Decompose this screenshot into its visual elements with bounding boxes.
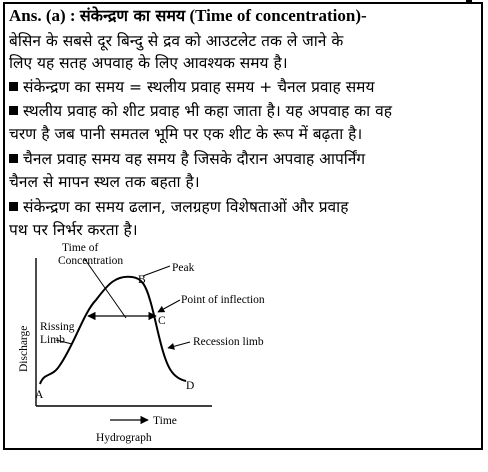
- definition-line-1: बेसिन के सबसे दूर बिन्दु से द्रव को आउटलेट तक ले जाने के: [9, 32, 344, 50]
- rising-limb-label-2: Limb: [40, 334, 65, 346]
- recession-limb-label: Recession limb: [193, 336, 264, 348]
- rising-limb-label-1: Rissing: [40, 321, 75, 333]
- time-of-concentration-label-1: Time of: [62, 242, 99, 254]
- y-axis-label: Discharge: [18, 325, 30, 372]
- point-4-line-1: संकेन्द्रण का समय ढलान, जलग्रहण विशेषताओं और प्रवाह: [23, 198, 349, 216]
- point-b-label: B: [138, 274, 146, 286]
- peak-leader: [143, 266, 170, 276]
- point-of-inflection-label: Point of inflection: [181, 294, 265, 306]
- point-c-label: C: [158, 315, 166, 327]
- point-4-line-2: पथ पर निर्भर करता है।: [9, 221, 138, 239]
- point-2-line-1: स्थलीय प्रवाह को शीट प्रवाह भी कहा जाता है। यह अपवाह का वह: [23, 102, 392, 120]
- point-3-line-1: चैनल प्रवाह समय वह समय है जिसके दौरान अपवाह आपर्निंग: [23, 150, 366, 168]
- time-of-concentration-label-2: Concentration: [58, 255, 124, 267]
- point-1-line-1: संकेन्द्रण का समय = स्थलीय प्रवाह समय + चैनल प्रवाह समय: [23, 78, 375, 96]
- inflection-arrow: [158, 300, 180, 312]
- answer-label: Ans. (a) :: [9, 6, 80, 25]
- point-a-label: A: [35, 389, 44, 401]
- point-d-label: D: [186, 380, 195, 392]
- figure-caption: Hydrograph: [96, 432, 152, 444]
- heading-english: (Time of concentration)-: [185, 6, 367, 25]
- point-2-line-2: चरण है जब पानी समतल भूमि पर एक शीट के रूप में बढ़ता है।: [9, 125, 363, 143]
- point-3-line-2: चैनल से मापन स्थल तक बहता है।: [9, 173, 200, 191]
- heading-hindi: संकेन्द्रण का समय: [79, 6, 186, 25]
- definition-line-2: लिए यह सतह अपवाह के लिए आवश्यक समय है।: [9, 54, 288, 72]
- peak-label: Peak: [172, 262, 195, 274]
- x-axis-label: Time: [153, 415, 177, 427]
- recession-limb-arrow: [168, 342, 190, 348]
